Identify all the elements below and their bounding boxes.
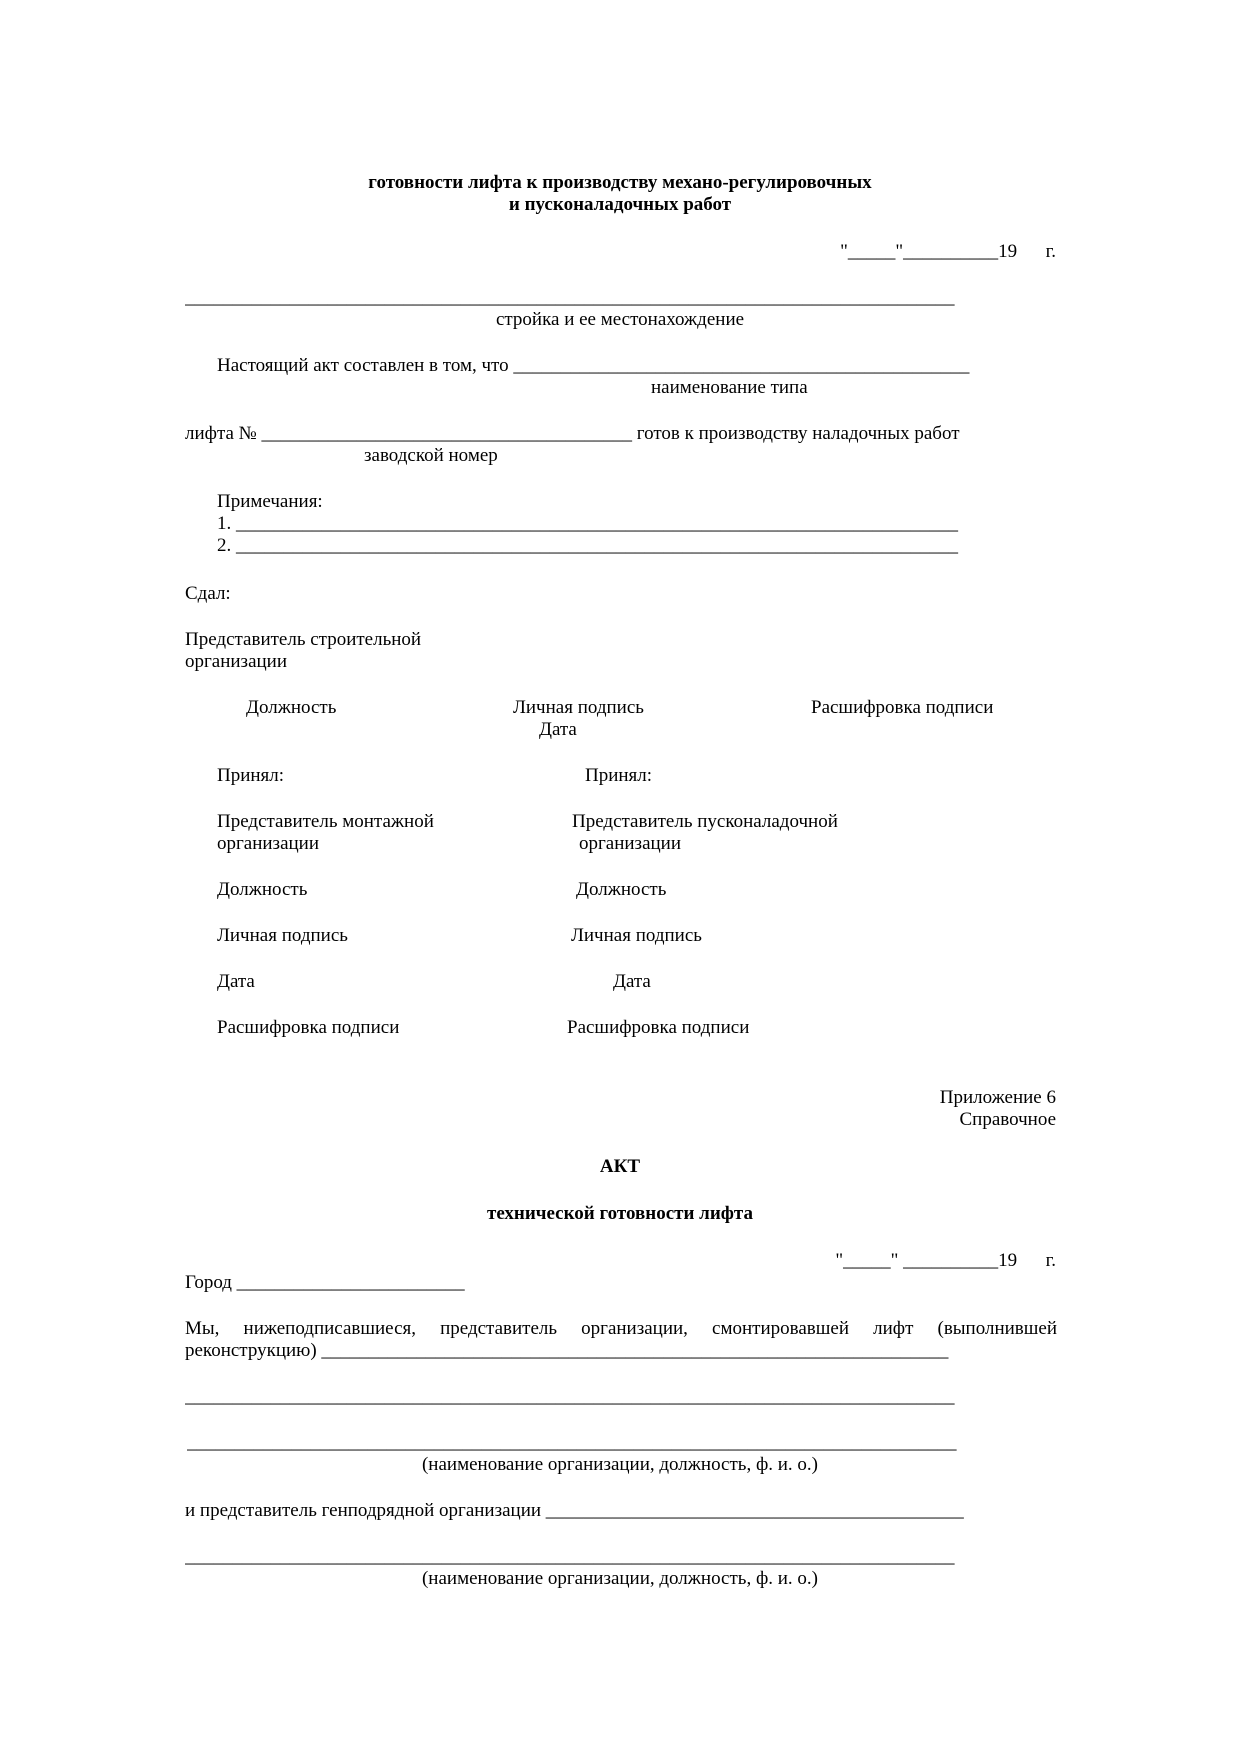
- assembly-decoding-label: Расшифровка подписи: [217, 1017, 400, 1038]
- note-2: 2. ____________________________________________________________________________: [217, 535, 958, 556]
- commissioning-decoding-label: Расшифровка подписи: [567, 1017, 750, 1038]
- sig-decoding-label: Расшифровка подписи: [811, 697, 994, 718]
- org-blank-line-1: _________________________________________________________________________________: [185, 1386, 955, 1407]
- sig-personal-label: Личная подпись: [513, 697, 644, 718]
- general-contractor-line: и представитель генподрядной организации ____________________________________________: [185, 1500, 964, 1521]
- assembly-rep-line-2: организации: [217, 833, 320, 854]
- assembly-signature-label: Личная подпись: [217, 925, 348, 946]
- assembly-rep-line-1: Представитель монтажной: [217, 811, 434, 832]
- org-caption-1: (наименование организации, должность, ф. и. о.): [421, 1454, 819, 1475]
- assembly-date-label: Дата: [217, 971, 255, 992]
- handed-over-label: Сдал:: [185, 583, 231, 604]
- type-caption: наименование типа: [651, 377, 808, 398]
- city-line: Город ________________________: [185, 1272, 465, 1293]
- commissioning-rep-line-1: Представитель пусконаладочной: [572, 811, 838, 832]
- builder-rep-line-1: Представитель строительной: [185, 629, 422, 650]
- form-title-line-1: готовности лифта к производству механо-регулировочных: [368, 172, 872, 193]
- org-blank-line-2: _________________________________________________________________________________: [187, 1432, 957, 1453]
- appendix-number: Приложение 6: [939, 1087, 1056, 1108]
- org-blank-line-3: _________________________________________________________________________________: [185, 1546, 955, 1567]
- act-paragraph-line-1: Мы, нижеподписавшиеся, представитель организации, смонтировавшей лифт (выполнившей: [185, 1318, 1057, 1339]
- note-1: 1. ____________________________________________________________________________: [217, 513, 958, 534]
- commissioning-signature-label: Личная подпись: [571, 925, 702, 946]
- commissioning-date-label: Дата: [613, 971, 651, 992]
- appendix-kind: Справочное: [959, 1109, 1056, 1130]
- accepted-left-label: Принял:: [217, 765, 285, 786]
- org-caption-2: (наименование организации, должность, ф. и. о.): [421, 1568, 819, 1589]
- commissioning-position-label: Должность: [576, 879, 667, 900]
- builder-rep-line-2: организации: [185, 651, 288, 672]
- sig-position-label: Должность: [246, 697, 337, 718]
- act-paragraph-line-2: реконструкцию) __________________________________________________________________: [185, 1340, 949, 1361]
- act-date-line: "_____" __________19 г.: [835, 1250, 1056, 1271]
- notes-label: Примечания:: [217, 491, 323, 512]
- form-date-line: "_____"__________19 г.: [840, 241, 1056, 262]
- act-title: АКТ: [599, 1156, 641, 1177]
- accepted-right-label: Принял:: [585, 765, 653, 786]
- sig-date-label: Дата: [539, 719, 577, 740]
- act-subtitle: технической готовности лифта: [487, 1203, 753, 1224]
- act-statement: Настоящий акт составлен в том, что ________________________________________________: [217, 355, 970, 376]
- commissioning-rep-line-2: организации: [579, 833, 682, 854]
- lift-number-line: лифта № _______________________________________ готов к производству наладочных работ: [185, 423, 960, 444]
- serial-caption: заводской номер: [364, 445, 498, 466]
- form-title-line-2: и пусконаладочных работ: [508, 194, 732, 215]
- site-blank-line: _________________________________________________________________________________: [185, 287, 955, 308]
- site-caption: стройка и ее местонахождение: [495, 309, 745, 330]
- assembly-position-label: Должность: [217, 879, 308, 900]
